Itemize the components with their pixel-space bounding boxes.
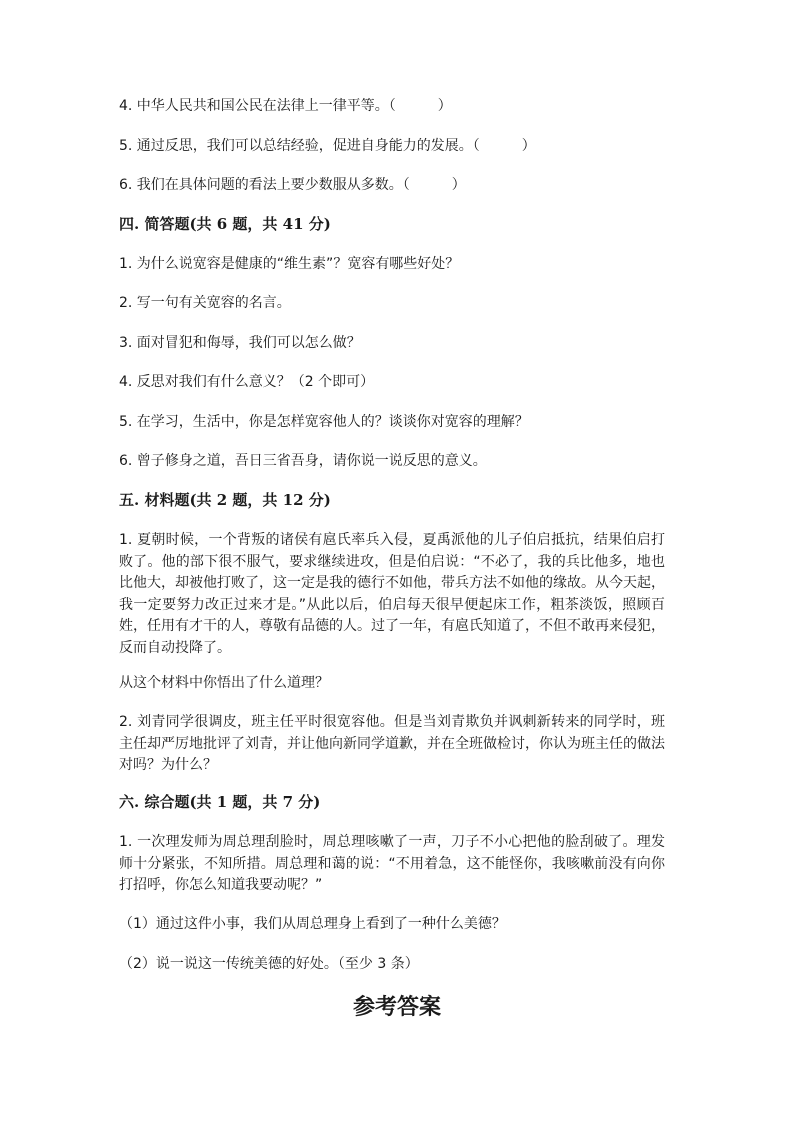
short-answer-item-2: 2. 写一句有关宽容的名言。 — [119, 295, 291, 311]
comprehensive-subquestion-1: （1）通过这件小事，我们从周总理身上看到了一种什么美德？ — [119, 916, 506, 932]
short-answer-item-1: 1. 为什么说宽容是健康的“维生素”？宽容有哪些好处？ — [119, 256, 460, 272]
material-question-1-text: 1. 夏朝时候，一个背叛的诸侯有扈氏率兵入侵，夏禹派他的儿子伯启抵抗，结果伯启打败了。他的部下很不服气，要求继续进攻，但是伯启说：“不必了，我的兵比他多，地也比他大，却被他打败了，这一定是我的德行不如他，带兵方法不如他的缘故。从今天起，我一定要努力改正过来才是。”从此以后，伯启每天很早便起床工作，粗茶淡饭，照顾百姓，任用有才干的人，尊敬有品德的人。过了一年，有扈氏知道了，不但不敢再来侵犯，反而自动投降了。 — [119, 532, 665, 656]
material-question-2-text: 2. 刘青同学很调皮，班主任平时很宽容他。但是当刘青欺负并讽刺新转来的同学时，班主任却严厉地批评了刘青，并让他向新同学道歉，并在全班做检讨，你认为班主任的做法对吗？为什么？ — [119, 714, 665, 773]
true-false-item-5: 5. 通过反思，我们可以总结经验，促进自身能力的发展。（ ） — [119, 138, 536, 154]
true-false-item-4: 4. 中华人民共和国公民在法律上一律平等。（ ） — [119, 98, 452, 114]
comprehensive-subquestion-2: （2）说一说这一传统美德的好处。（至少 3 条） — [119, 956, 419, 972]
short-answer-item-6: 6. 曾子修身之道，吾日三省吾身，请你说一说反思的意义。 — [119, 453, 487, 469]
material-question-1-prompt: 从这个材料中你悟出了什么道理？ — [119, 675, 329, 691]
section-heading-comprehensive: 六. 综合题(共 1 题，共 7 分) — [119, 793, 321, 811]
short-answer-item-3: 3. 面对冒犯和侮辱，我们可以怎么做？ — [119, 335, 361, 351]
true-false-item-6: 6. 我们在具体问题的看法上要少数服从多数。（ ） — [119, 177, 466, 193]
short-answer-item-4: 4. 反思对我们有什么意义？（2 个即可） — [119, 374, 375, 390]
comprehensive-question-1-text: 1. 一次理发师为周总理刮脸时，周总理咳嗽了一声，刀子不小心把他的脸刮破了。理发师十分紧张，不知所措。周总理和蔼的说：“不用着急，这不能怪你，我咳嗽前没有向你打招呼，你怎么知道我要动呢？” — [119, 834, 665, 893]
section-heading-material: 五. 材料题(共 2 题，共 12 分) — [119, 491, 331, 509]
answer-section-title: 参考答案 — [352, 994, 441, 1020]
section-heading-short-answer: 四. 简答题(共 6 题，共 41 分) — [119, 215, 331, 233]
short-answer-item-5: 5. 在学习，生活中，你是怎样宽容他人的？谈谈你对宽容的理解？ — [119, 414, 529, 430]
